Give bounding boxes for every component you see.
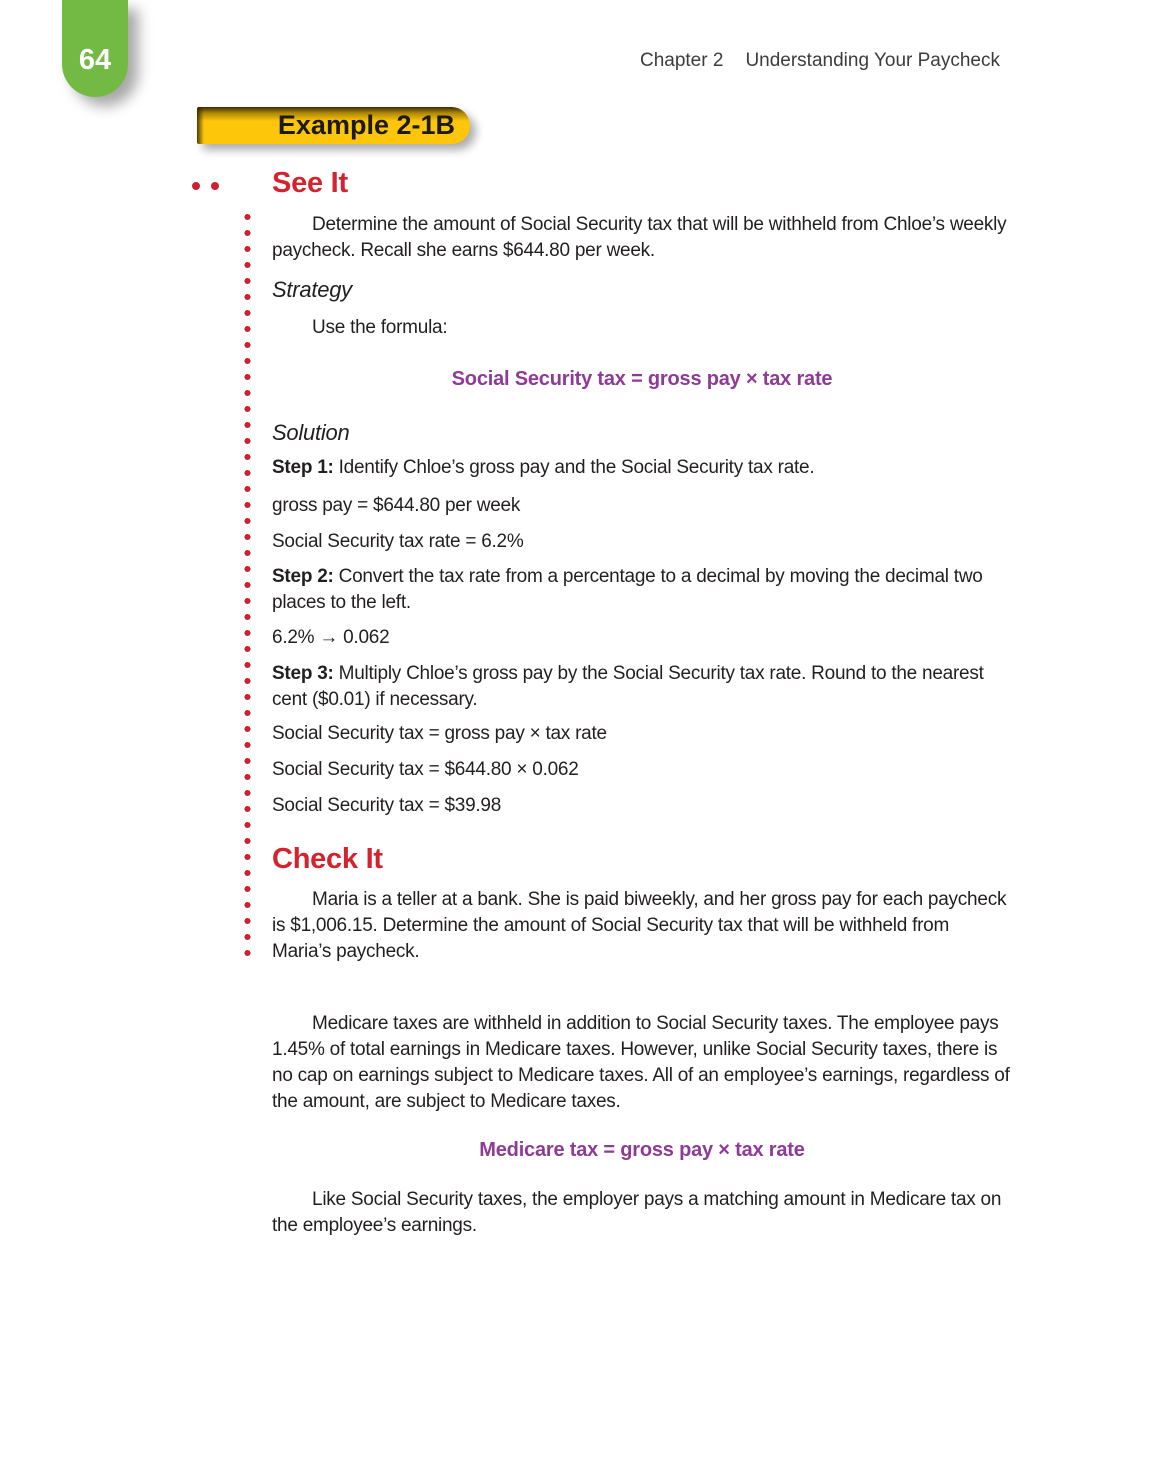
page-number-tab bbox=[62, 0, 128, 97]
check-it-heading: Check It bbox=[272, 843, 383, 875]
medicare-intro-paragraph: Medicare taxes are withheld in addition to Social Security taxes. The employee pays 1.45% of total earnings in Medicare taxes. However, unlike Social Security taxes, there is no cap on earnings subject to Medicare taxes. All of an employee’s earnings, regardless of the amount, are subject to Medicare taxes. bbox=[272, 1013, 1010, 1112]
step-1-label: Step 1: bbox=[272, 457, 334, 478]
calc-line-2: Social Security tax = $644.80 × 0.062 bbox=[272, 759, 579, 780]
content-column bbox=[272, 0, 1012, 1239]
red-dot bbox=[192, 182, 200, 190]
step-2-text: Convert the tax rate from a percentage to a decimal by moving the decimal two places to the left. bbox=[272, 566, 983, 613]
conversion-line: 6.2% → 0.062 bbox=[272, 627, 390, 648]
step-2-paragraph bbox=[272, 564, 1012, 616]
step-2-label: Step 2: bbox=[272, 566, 334, 587]
see-it-intro-paragraph: Determine the amount of Social Security tax that will be withheld from Chloe’s weekly paycheck. Recall she earns $644.80 per week. bbox=[272, 214, 1007, 261]
step-3-paragraph bbox=[272, 661, 1012, 713]
calc-line-3: Social Security tax = $39.98 bbox=[272, 795, 502, 816]
tax-rate-line: Social Security tax rate = 6.2% bbox=[272, 531, 524, 552]
check-it-paragraph: Maria is a teller at a bank. She is paid biweekly, and her gross pay for each paycheck is $1,006.15. Determine the amount of Social Security tax that will be withheld from Maria’s paycheck. bbox=[272, 889, 1007, 962]
see-it-heading: See It bbox=[272, 167, 348, 199]
employer-match-paragraph: Like Social Security taxes, the employer pays a matching amount in Medicare tax on the employee’s earnings. bbox=[272, 1189, 1002, 1236]
social-security-formula: Social Security tax = gross pay × tax rate bbox=[451, 368, 833, 390]
solution-heading: Solution bbox=[272, 420, 350, 445]
dotted-divider bbox=[244, 212, 251, 964]
chapter-label: Chapter 2 bbox=[639, 50, 724, 71]
medicare-formula: Medicare tax = gross pay × tax rate bbox=[479, 1139, 805, 1161]
step-3-text: Multiply Chloe’s gross pay by the Social Security tax rate. Round to the nearest cent ($0.01) if necessary. bbox=[272, 663, 984, 710]
use-formula-text: Use the formula: bbox=[312, 317, 448, 338]
gross-pay-line: gross pay = $644.80 per week bbox=[272, 495, 521, 516]
example-banner-label: Example 2-1B bbox=[277, 110, 455, 140]
calc-line-1: Social Security tax = gross pay × tax rate bbox=[272, 723, 607, 744]
chapter-title: Understanding Your Paycheck bbox=[745, 50, 1000, 71]
page-number: 64 bbox=[78, 44, 112, 76]
red-dot bbox=[211, 182, 219, 190]
step-3-label: Step 3: bbox=[272, 663, 334, 684]
step-1-paragraph bbox=[272, 455, 1012, 481]
strategy-heading: Strategy bbox=[272, 277, 352, 302]
step-1-text: Identify Chloe’s gross pay and the Social Security tax rate. bbox=[338, 457, 815, 478]
heading-dot-pair bbox=[192, 182, 219, 190]
